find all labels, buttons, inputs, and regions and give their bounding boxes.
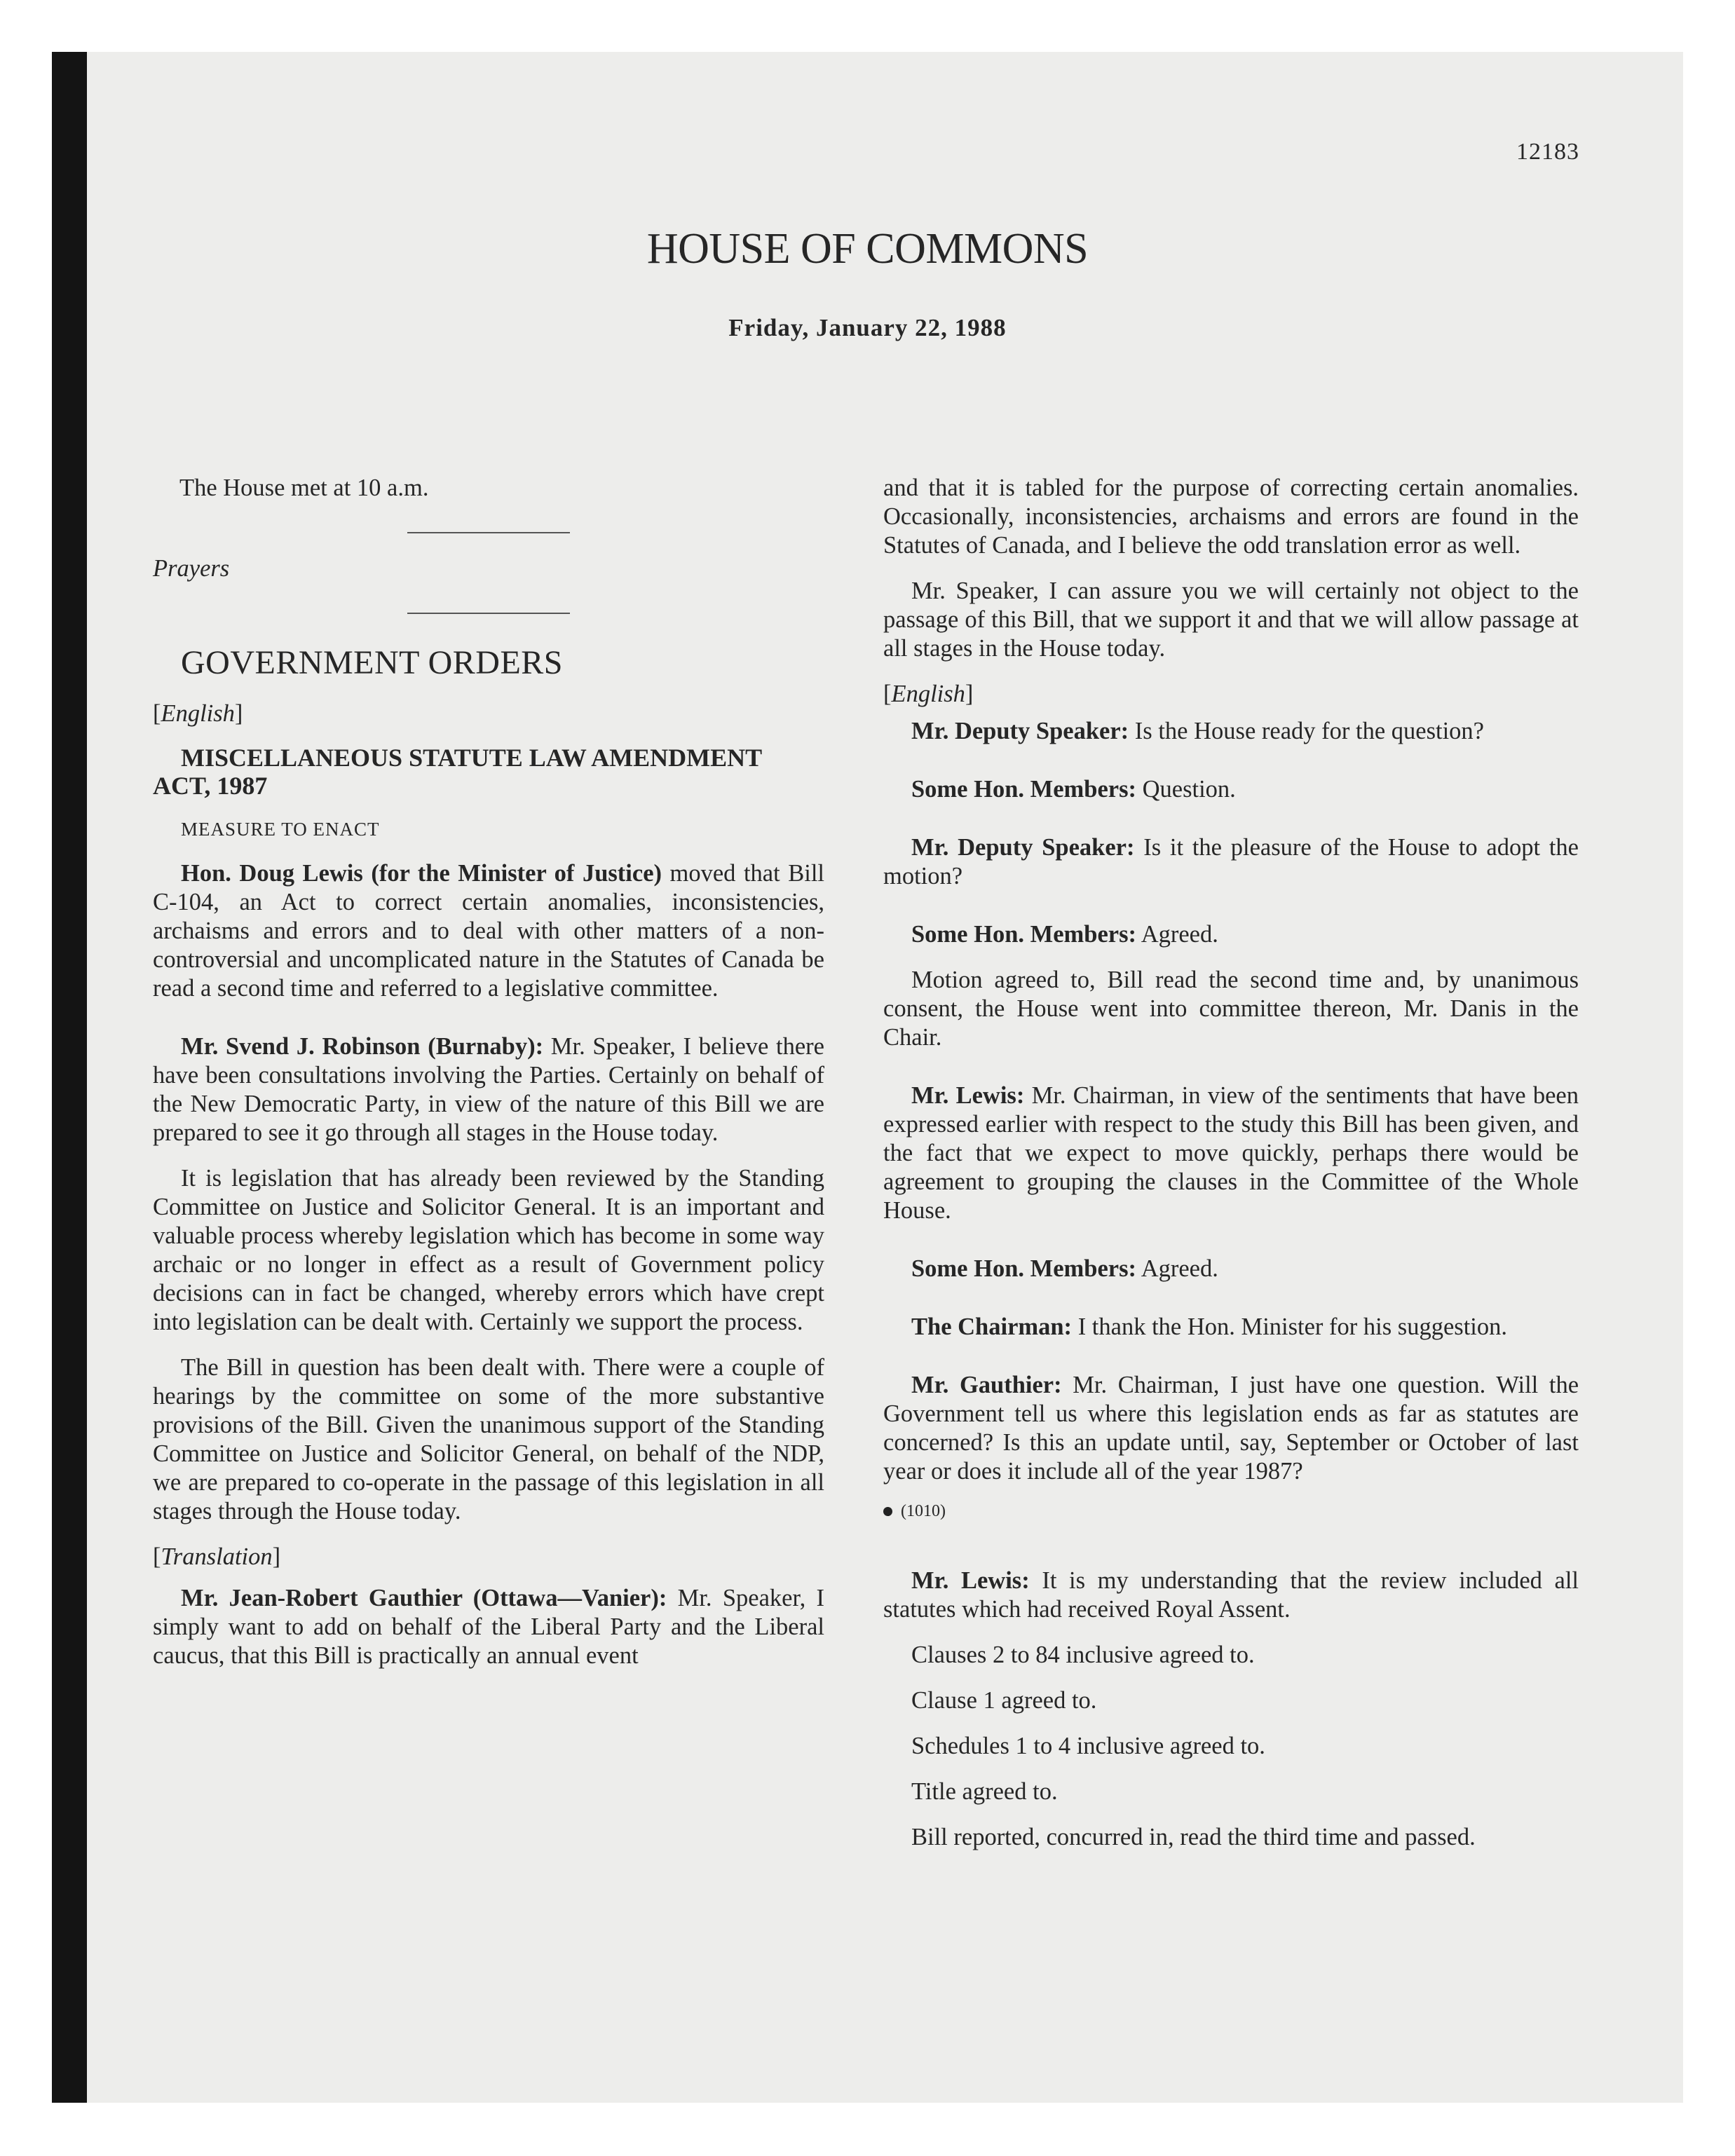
speech-paragraph: Hon. Doug Lewis (for the Minister of Justice) moved that Bill C-104, an Act to correct certain anomalies, inconsistencies, archaisms and errors and to deal with other matters of a non-controversial and uncomplicated nature in the Statutes of Canada be read a second time and referred to a legislative committee. — [153, 860, 824, 1002]
speech-paragraph: Some Hon. Members: Agreed. — [911, 1255, 1218, 1282]
proceeding-line: Clause 1 agreed to. — [911, 1687, 1097, 1714]
speaker-name: Mr. Deputy Speaker: — [911, 718, 1129, 744]
divider-rule — [407, 613, 570, 614]
speech-paragraph: Mr. Svend J. Robinson (Burnaby): Mr. Speaker, I believe there have been consultations involving the Parties. Certainly on behalf of the New Democratic Party, in view of the nature of this Bill we are prepared to see it go through all stages in the House today. — [153, 1033, 824, 1146]
bullet-icon — [883, 1507, 892, 1516]
speech-paragraph: Mr. Deputy Speaker: Is the House ready for the question? — [911, 718, 1484, 744]
proceeding-line: Bill reported, concurred in, read the third time and passed. — [911, 1824, 1476, 1850]
speaker-name: Mr. Gauthier: — [911, 1372, 1062, 1398]
divider-rule — [407, 532, 570, 533]
timestamp-marker: (1010) — [883, 1497, 1579, 1526]
speech-paragraph: Motion agreed to, Bill read the second time and, by unanimous consent, the House went into committee thereon, Mr. Danis in the Chair. — [883, 967, 1579, 1051]
language-tag: [Translation] — [153, 1543, 281, 1570]
speech-paragraph: Mr. Gauthier: Mr. Chairman, I just have one question. Will the Government tell us where this legislation ends as far as statutes are concerned? Is this an update until, say, September or October of last year or does it include all of the year 1987? — [883, 1372, 1579, 1485]
page-number: 12183 — [1516, 139, 1579, 165]
speaker-name: Mr. Jean-Robert Gauthier (Ottawa—Vanier): — [181, 1585, 667, 1611]
speaker-name: Hon. Doug Lewis (for the Minister of Justice) — [181, 860, 662, 887]
speaker-name: The Chairman: — [911, 1314, 1073, 1340]
page-title: HOUSE OF COMMONS — [646, 225, 1089, 273]
act-title: MISCELLANEOUS STATUTE LAW AMENDMENT ACT, 1987 — [153, 744, 763, 800]
right-column — [883, 474, 1579, 1852]
speech-paragraph: Mr. Jean-Robert Gauthier (Ottawa—Vanier): Mr. Speaker, I simply want to add on behalf of the Liberal Party and the Liberal caucus, that this Bill is practically an annual event — [153, 1585, 824, 1669]
speaker-name: Mr. Svend J. Robinson (Burnaby): — [181, 1033, 544, 1060]
measure-subheading: MEASURE TO ENACT — [181, 819, 380, 840]
speech-paragraph: It is legislation that has already been reviewed by the Standing Committee on Justice and Solicitor General. It is an important and valuable process whereby legislation which has become in some way archaic or no longer in effect as a result of Government policy decisions can in fact be changed, whereby errors which have crept into legislation can be dealt with. Certainly we support the process. — [153, 1165, 824, 1335]
speaker-name: Some Hon. Members: — [911, 776, 1136, 803]
page-date: Friday, January 22, 1988 — [728, 314, 1007, 341]
speech-paragraph: The Chairman: I thank the Hon. Minister for his suggestion. — [911, 1314, 1507, 1340]
speech-paragraph: Mr. Lewis: Mr. Chairman, in view of the sentiments that have been expressed earlier with respect to the study this Bill has been given, and the fact that we expect to move quickly, perhaps there would be agreement to grouping the clauses in the Committee of the Whole House. — [883, 1082, 1579, 1224]
speech-paragraph: Mr. Lewis: It is my understanding that the review included all statutes which had received Royal Assent. — [883, 1567, 1579, 1623]
section-heading: GOVERNMENT ORDERS — [181, 644, 563, 681]
speaker-name: Mr. Lewis: — [911, 1082, 1025, 1109]
speech-paragraph: and that it is tabled for the purpose of correcting certain anomalies. Occasionally, inconsistencies, archaisms and errors are found in the Statutes of Canada, and I believe the odd translation error as well. — [883, 475, 1579, 559]
speech-paragraph: Some Hon. Members: Agreed. — [911, 921, 1218, 948]
speech-paragraph: The Bill in question has been dealt with. There were a couple of hearings by the committee on some of the more substantive provisions of the Bill. Given the unanimous support of the Standing Committee on Justice and Solicitor General, on behalf of the NDP, we are prepared to co-operate in the passage of this legislation in all stages through the House today. — [153, 1354, 824, 1524]
speech-paragraph: Mr. Speaker, I can assure you we will certainly not object to the passage of this Bill, that we support it and that we will allow passage at all stages in the House today. — [883, 578, 1579, 662]
speaker-name: Mr. Lewis: — [911, 1567, 1030, 1594]
left-column — [153, 474, 824, 1670]
speaker-name: Mr. Deputy Speaker: — [911, 834, 1135, 861]
proceeding-line: Schedules 1 to 4 inclusive agreed to. — [911, 1733, 1265, 1759]
speaker-name: Some Hon. Members: — [911, 921, 1136, 948]
opening-line: The House met at 10 a.m. — [179, 475, 429, 501]
language-tag: [English] — [153, 700, 243, 727]
language-tag: [English] — [883, 681, 974, 707]
speaker-name: Some Hon. Members: — [911, 1255, 1136, 1282]
speech-paragraph: Some Hon. Members: Question. — [911, 776, 1236, 803]
page-binding-edge — [52, 52, 87, 2103]
proceeding-line: Title agreed to. — [911, 1778, 1058, 1805]
prayers-label: Prayers — [153, 555, 230, 582]
proceeding-line: Clauses 2 to 84 inclusive agreed to. — [911, 1642, 1255, 1668]
speech-paragraph: Mr. Deputy Speaker: Is it the pleasure of the House to adopt the motion? — [883, 834, 1579, 889]
